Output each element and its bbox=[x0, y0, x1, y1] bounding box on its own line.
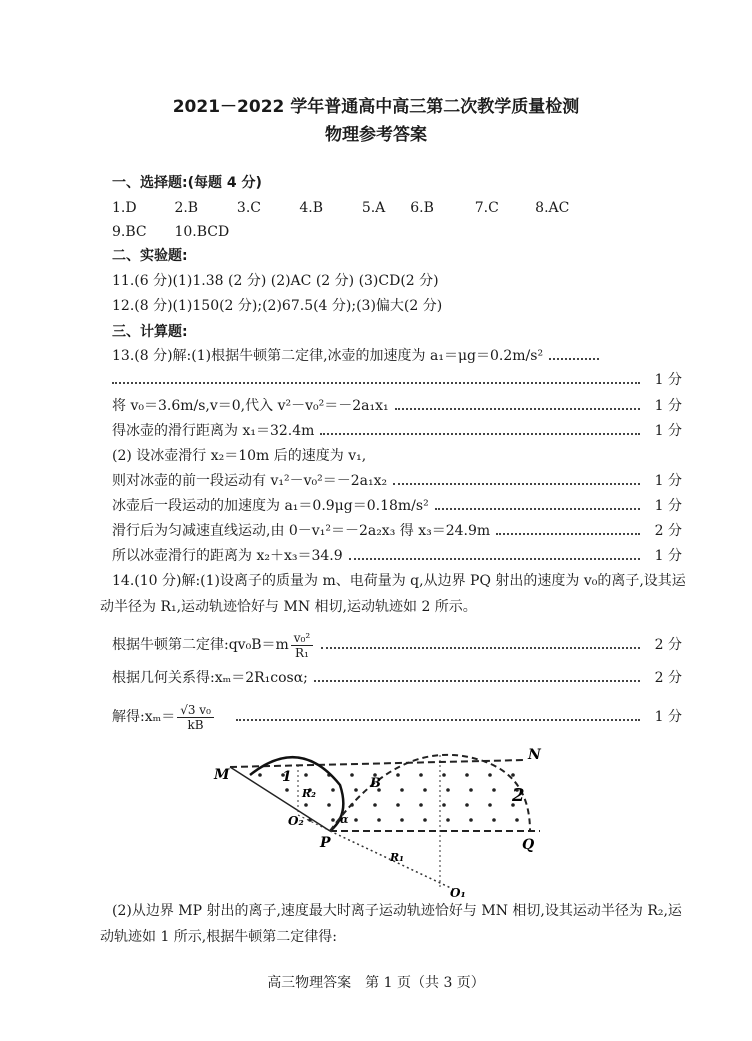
field-dot bbox=[331, 788, 335, 792]
q14-part2: (2)从边界 MP 射出的离子,速度最大时离子运动轨迹恰好与 MN 相切,设其运动半径为 R₂,运动轨迹如 1 所示,根据牛顿第二定律得: bbox=[100, 903, 682, 945]
leader-dots bbox=[349, 548, 640, 560]
mcq-answers-row2 bbox=[112, 222, 682, 242]
trajectory-figure bbox=[200, 745, 560, 905]
score: 1 分 bbox=[654, 548, 682, 564]
page-subtitle: 物理参考答案 bbox=[325, 125, 427, 145]
mcq-answer: 7.C bbox=[474, 200, 499, 216]
field-dot bbox=[492, 818, 496, 822]
mcq-answer: 2.B bbox=[174, 200, 199, 216]
field-dot bbox=[396, 803, 400, 807]
leader-dots bbox=[314, 670, 640, 682]
q13-text: 得冰壶的滑行距离为 x₁＝32.4m bbox=[112, 423, 315, 439]
mcq-answer: 1.D bbox=[112, 200, 137, 216]
leader-dots bbox=[435, 498, 640, 510]
field-dot bbox=[446, 818, 450, 822]
field-dot bbox=[400, 788, 404, 792]
label-n: N bbox=[528, 747, 541, 763]
field-dot bbox=[423, 788, 427, 792]
label-q: Q bbox=[522, 837, 535, 853]
field-dot bbox=[350, 773, 354, 777]
label-o2: O₂ bbox=[288, 814, 304, 828]
q13-text: 滑行后为匀减速直线运动,由 0－v₁²＝－2a₂x₃ 得 x₃＝24.9m bbox=[112, 523, 491, 539]
field-dot bbox=[442, 773, 446, 777]
mcq-answer: 6.B bbox=[410, 200, 434, 216]
mcq-answer: 5.A bbox=[361, 200, 386, 216]
field-dot bbox=[442, 803, 446, 807]
q13-line2 bbox=[112, 396, 682, 416]
leader-dots bbox=[549, 348, 599, 360]
q13-line4: (2) 设冰壶滑行 x₂＝10m 后的速度为 v₁, bbox=[112, 448, 367, 464]
field-dot bbox=[465, 803, 469, 807]
label-1: 1 bbox=[282, 769, 292, 785]
q14-eq1-label: 根据牛顿第二定律:qv₀B＝m bbox=[112, 637, 289, 653]
q13-text: 所以冰壶滑行的距离为 x₂＋x₃＝34.9 bbox=[112, 548, 343, 564]
score: 1 分 bbox=[654, 709, 682, 725]
score: 2 分 bbox=[654, 670, 682, 686]
q13-line1 bbox=[112, 346, 682, 366]
fraction bbox=[177, 703, 214, 732]
field-dot bbox=[377, 818, 381, 822]
field-dot bbox=[373, 803, 377, 807]
fraction-denominator: kB bbox=[187, 717, 204, 732]
leader-dots bbox=[320, 423, 640, 435]
score: 1 分 bbox=[654, 398, 682, 414]
fraction bbox=[291, 631, 313, 660]
q14-eq1 bbox=[112, 630, 682, 660]
field-dot bbox=[419, 803, 423, 807]
field-dot bbox=[488, 803, 492, 807]
mcq-answer: 4.B bbox=[299, 200, 324, 216]
q13-line1-cont bbox=[112, 370, 682, 390]
label-b: B bbox=[370, 776, 381, 791]
score: 2 分 bbox=[654, 523, 682, 539]
score: 1 分 bbox=[654, 498, 682, 514]
field-dot bbox=[488, 773, 492, 777]
section1-heading: 一、选择题:(每题 4 分) bbox=[112, 175, 262, 191]
q14-text: 根据几何关系得:xₘ＝2R₁cosα; bbox=[112, 670, 308, 686]
leader-dots bbox=[496, 523, 640, 535]
mcq-answer: 10.BCD bbox=[174, 224, 230, 240]
page-title: 2021－2022 学年普通高中高三第二次教学质量检测 bbox=[172, 97, 580, 117]
field-dot bbox=[396, 773, 400, 777]
q13-text: 则对冰壶的前一段运动有 v₁²－v₀²＝－2a₁x₂ bbox=[112, 473, 388, 489]
leader-dots bbox=[236, 709, 640, 721]
field-dot bbox=[285, 788, 289, 792]
mcq-answer: 8.AC bbox=[535, 200, 570, 216]
field-dot bbox=[304, 773, 308, 777]
q13-text: 13.(8 分)解:(1)根据牛顿第二定律,冰壶的加速度为 a₁＝μg＝0.2m/s² bbox=[112, 348, 544, 364]
field-dot bbox=[354, 818, 358, 822]
field-dot bbox=[331, 818, 335, 822]
field-dot bbox=[354, 788, 358, 792]
q14-eq3-label: 解得:xₘ＝ bbox=[112, 709, 176, 725]
mcq-answers-row1 bbox=[112, 198, 682, 218]
field-dot bbox=[304, 803, 308, 807]
score: 2 分 bbox=[654, 637, 682, 653]
score: 1 分 bbox=[654, 423, 682, 439]
fraction-denominator: R₁ bbox=[295, 645, 309, 660]
fraction-numerator: v₀² bbox=[291, 631, 313, 646]
q13-line8 bbox=[112, 546, 682, 566]
field-dot bbox=[469, 818, 473, 822]
field-dot bbox=[258, 773, 262, 777]
field-dot bbox=[511, 773, 515, 777]
field-dot bbox=[469, 788, 473, 792]
leader-dots bbox=[395, 398, 640, 410]
q14-eq3 bbox=[112, 700, 682, 734]
field-dot bbox=[423, 818, 427, 822]
q13-line5 bbox=[112, 471, 682, 491]
leader-dots bbox=[112, 372, 640, 384]
leader-dots bbox=[321, 637, 640, 649]
q13-line3 bbox=[112, 421, 682, 441]
leader-dots bbox=[393, 473, 640, 485]
label-r1: R₁ bbox=[390, 851, 404, 864]
mcq-answer: 3.C bbox=[236, 200, 261, 216]
field-dot bbox=[515, 818, 519, 822]
q13-text: 冰壶后一段运动的加速度为 a₁＝0.9μg＝0.18m/s² bbox=[112, 498, 429, 514]
q13-line7 bbox=[112, 521, 682, 541]
field-dot bbox=[492, 788, 496, 792]
label-alpha: α bbox=[340, 813, 349, 826]
label-p: P bbox=[320, 835, 331, 851]
label-m: M bbox=[214, 767, 230, 783]
field-dot bbox=[400, 818, 404, 822]
label-2: 2 bbox=[512, 785, 525, 806]
trajectory-2 bbox=[330, 755, 530, 831]
field-dot bbox=[419, 773, 423, 777]
q14-eq2 bbox=[112, 668, 682, 688]
q11-answer: 11.(6 分)(1)1.38 (2 分) (2)AC (2 分) (3)CD(2 分) bbox=[112, 273, 439, 289]
q13-text: 将 v₀＝3.6m/s,v＝0,代入 v²－v₀²＝－2a₁x₁ bbox=[112, 398, 389, 414]
section3-heading: 三、计算题: bbox=[112, 324, 188, 340]
field-dot bbox=[465, 773, 469, 777]
field-dot bbox=[446, 788, 450, 792]
field-dot bbox=[327, 803, 331, 807]
section2-heading: 二、实验题: bbox=[112, 248, 188, 264]
mcq-answer: 9.BC bbox=[112, 224, 147, 240]
page-footer: 高三物理答案 第 1 页（共 3 页） bbox=[267, 975, 485, 991]
score: 1 分 bbox=[654, 372, 682, 388]
q13-line6 bbox=[112, 496, 682, 516]
label-r2: R₂ bbox=[302, 787, 316, 800]
q14-intro: 14.(10 分)解:(1)设离子的质量为 m、电荷量为 q,从边界 PQ 射出的速度为 v₀的离子,设其运动半径为 R₁,运动轨迹恰好与 MN 相切,运动轨迹如 2 所示。 bbox=[100, 573, 686, 615]
label-o1: O₁ bbox=[450, 886, 466, 900]
score: 1 分 bbox=[654, 473, 682, 489]
q12-answer: 12.(8 分)(1)150(2 分);(2)67.5(4 分);(3)偏大(2 分) bbox=[112, 298, 443, 314]
fraction-numerator: √3 v₀ bbox=[177, 703, 214, 718]
